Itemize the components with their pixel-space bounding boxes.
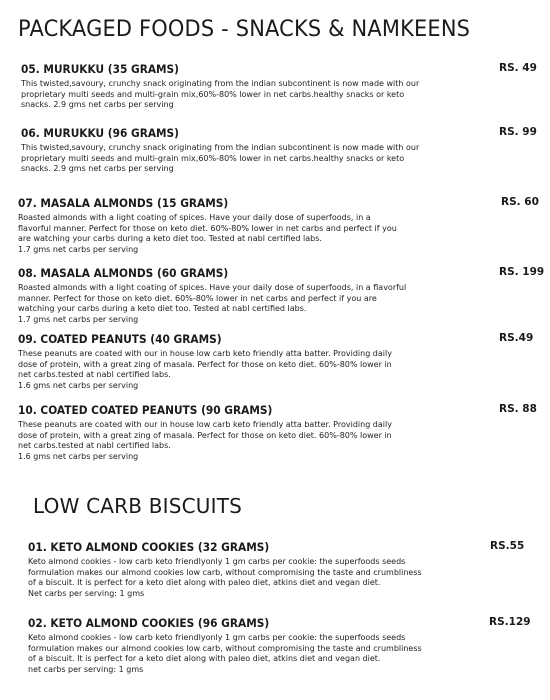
item-name: 06. MURUKKU (96 GRAMS): [21, 126, 180, 140]
description-line: 1.6 gms net carbs per serving: [18, 451, 139, 461]
description-line: net carbs per serving: 1 gms: [28, 664, 144, 674]
item-price: RS.55: [490, 540, 525, 552]
description-line: Keto almond cookies - low carb keto friendlyonly 1 gm carbs per cookie: the superfoods seeds: [28, 633, 406, 642]
menu-item: [28, 616, 543, 675]
description-line: proprietary multi seeds and multi-grain mix,60%-80% lower in net carbs.healthy snacks or keto: [21, 153, 405, 163]
description-line: 1.6 gms net carbs per serving: [18, 380, 139, 390]
description-line: Roasted almonds with a light coating of spices. Have your daily dose of superfoods, in a: [18, 213, 371, 222]
item-price: RS.129: [489, 616, 531, 628]
item-name: 10. COATED COATED PEANUTS (90 GRAMS): [18, 403, 273, 417]
description-line: net carbs.tested at nabl certified labs.: [18, 441, 171, 451]
item-description: [18, 349, 533, 391]
item-name: 08. MASALA ALMONDS (60 GRAMS): [18, 266, 229, 280]
description-line: Keto almond cookies - low carb keto friendlyonly 1 gm carbs per cookie: the superfoods seeds: [28, 557, 406, 566]
description-line: formulation makes our almond cookies low carb, without compromising the taste and crumbliness: [28, 567, 422, 577]
section-title-snacks: PACKAGED FOODS - SNACKS & NAMKEENS: [18, 16, 471, 42]
description-line: snacks. 2.9 gms net carbs per serving: [21, 164, 174, 174]
item-description: [18, 213, 533, 255]
item-description: [21, 143, 536, 175]
menu-item: [18, 266, 545, 325]
item-name: 05. MURUKKU (35 GRAMS): [21, 62, 180, 76]
item-description: [28, 557, 543, 599]
description-line: Roasted almonds with a light coating of spices. Have your daily dose of superfoods, in a flavorful: [18, 283, 407, 292]
description-line: Net carbs per serving: 1 gms: [28, 588, 145, 598]
item-name: 01. KETO ALMOND COOKIES (32 GRAMS): [28, 540, 270, 554]
description-line: watching your carbs during a keto diet too. Tested at nabl certified labs.: [18, 304, 307, 314]
item-description: [28, 633, 543, 675]
item-price: RS. 88: [499, 403, 537, 415]
description-line: dose of protein, with a great zing of masala. Perfect for those on keto diet. 60%-80% lower in: [18, 430, 392, 440]
item-description: [18, 283, 533, 325]
item-price: RS. 60: [501, 196, 539, 208]
menu-item: [18, 196, 539, 255]
item-price: RS. 99: [499, 126, 537, 138]
menu-item: [18, 332, 533, 391]
menu-item: [18, 403, 537, 462]
item-name: 09. COATED PEANUTS (40 GRAMS): [18, 332, 222, 346]
item-description: [18, 420, 533, 462]
description-line: flavorful manner. Perfect for those on keto diet. 60%-80% lower in net carbs and perfect if you: [18, 223, 397, 233]
description-line: This twisted,savoury, crunchy snack originating from the indian subcontinent is now made with our: [21, 79, 420, 88]
description-line: net carbs.tested at nabl certified labs.: [18, 370, 171, 380]
menu-item: [21, 62, 536, 111]
item-name: 07. MASALA ALMONDS (15 GRAMS): [18, 196, 229, 210]
item-name: 02. KETO ALMOND COOKIES (96 GRAMS): [28, 616, 270, 630]
description-line: These peanuts are coated with our in house low carb keto friendly atta batter. Providing daily: [18, 420, 392, 429]
menu-item: [21, 126, 536, 175]
description-line: of a biscuit. It is perfect for a keto diet along with paleo diet, atkins diet and vegan diet.: [28, 654, 381, 664]
item-price: RS. 199: [499, 266, 545, 278]
item-price: RS.49: [499, 332, 534, 344]
description-line: formulation makes our almond cookies low carb, without compromising the taste and crumbliness: [28, 643, 422, 653]
description-line: This twisted,savoury, crunchy snack originating from the indian subcontinent is now made with our: [21, 143, 420, 152]
description-line: 1.7 gms net carbs per serving: [18, 314, 139, 324]
section-title-biscuits: LOW CARB BISCUITS: [33, 494, 243, 518]
description-line: proprietary multi seeds and multi-grain mix,60%-80% lower in net carbs.healthy snacks or keto: [21, 89, 405, 99]
item-description: [21, 79, 536, 111]
description-line: snacks. 2.9 gms net carbs per serving: [21, 100, 174, 110]
description-line: of a biscuit. It is perfect for a keto diet along with paleo diet, atkins diet and vegan diet.: [28, 578, 381, 588]
description-line: These peanuts are coated with our in house low carb keto friendly atta batter. Providing daily: [18, 349, 392, 358]
menu-item: [28, 540, 543, 599]
item-price: RS. 49: [499, 62, 537, 74]
description-line: 1.7 gms net carbs per serving: [18, 244, 139, 254]
description-line: dose of protein, with a great zing of masala. Perfect for those on keto diet. 60%-80% lower in: [18, 359, 392, 369]
description-line: are watching your carbs during a keto diet too. Tested at nabl certified labs.: [18, 234, 322, 244]
description-line: manner. Perfect for those on keto diet. 60%-80% lower in net carbs and perfect if you are: [18, 293, 377, 303]
